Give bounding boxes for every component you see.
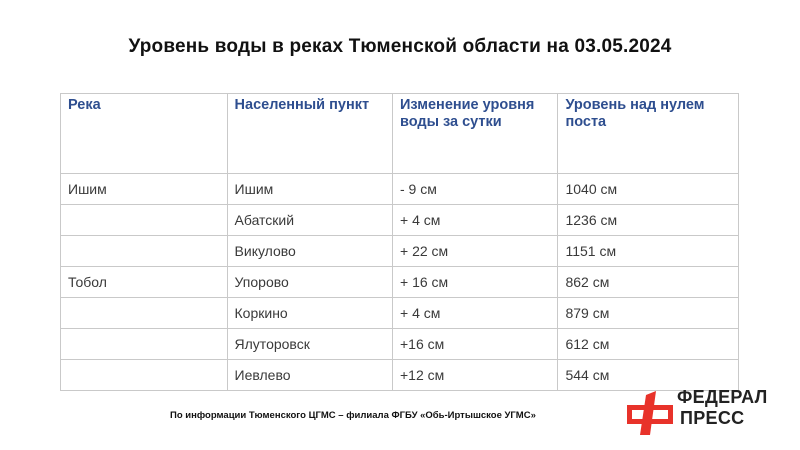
federalpress-logo-icon — [626, 389, 674, 437]
cell-level: 1040 см — [558, 174, 739, 205]
cell-river: Тобол — [61, 267, 228, 298]
table-row — [61, 267, 739, 298]
cell-level: 862 см — [558, 267, 739, 298]
cell-river — [61, 205, 228, 236]
cell-settlement: Ишим — [227, 174, 392, 205]
header-daily-change: Изменение уровня воды за сутки — [393, 94, 558, 174]
table-row — [61, 236, 739, 267]
cell-change: + 16 см — [393, 267, 558, 298]
cell-settlement: Ялуторовск — [227, 329, 392, 360]
cell-level: 1151 см — [558, 236, 739, 267]
header-settlement: Населенный пункт — [227, 94, 392, 174]
table-header-row — [61, 94, 739, 174]
cell-level: 612 см — [558, 329, 739, 360]
logo-line-1: ФЕДЕРАЛ — [677, 387, 768, 407]
table-row — [61, 298, 739, 329]
header-river: Река — [61, 94, 228, 174]
cell-settlement: Коркино — [227, 298, 392, 329]
cell-settlement: Иевлево — [227, 360, 392, 391]
logo-line-2: ПРЕСС — [680, 408, 745, 428]
cell-river — [61, 360, 228, 391]
cell-change: +16 см — [393, 329, 558, 360]
table-row — [61, 205, 739, 236]
federalpress-logo — [626, 385, 796, 439]
cell-change: - 9 см — [393, 174, 558, 205]
cell-river: Ишим — [61, 174, 228, 205]
cell-settlement: Абатский — [227, 205, 392, 236]
cell-level: 879 см — [558, 298, 739, 329]
cell-change: + 22 см — [393, 236, 558, 267]
cell-change: + 4 см — [393, 205, 558, 236]
water-level-table — [60, 93, 739, 391]
cell-settlement: Упорово — [227, 267, 392, 298]
cell-river — [61, 329, 228, 360]
cell-river — [61, 236, 228, 267]
cell-settlement: Викулово — [227, 236, 392, 267]
cell-change: + 4 см — [393, 298, 558, 329]
cell-river — [61, 298, 228, 329]
table-row — [61, 329, 739, 360]
header-level-above-zero: Уровень над нулем поста — [558, 94, 739, 174]
cell-change: +12 см — [393, 360, 558, 391]
source-note: По информации Тюменского ЦГМС – филиала ФГБУ «Обь-Иртышское УГМС» — [170, 410, 536, 421]
cell-level: 544 см — [558, 360, 739, 391]
page-title: Уровень воды в реках Тюменской области на 03.05.2024 — [128, 36, 672, 57]
table-row — [61, 174, 739, 205]
cell-level: 1236 см — [558, 205, 739, 236]
